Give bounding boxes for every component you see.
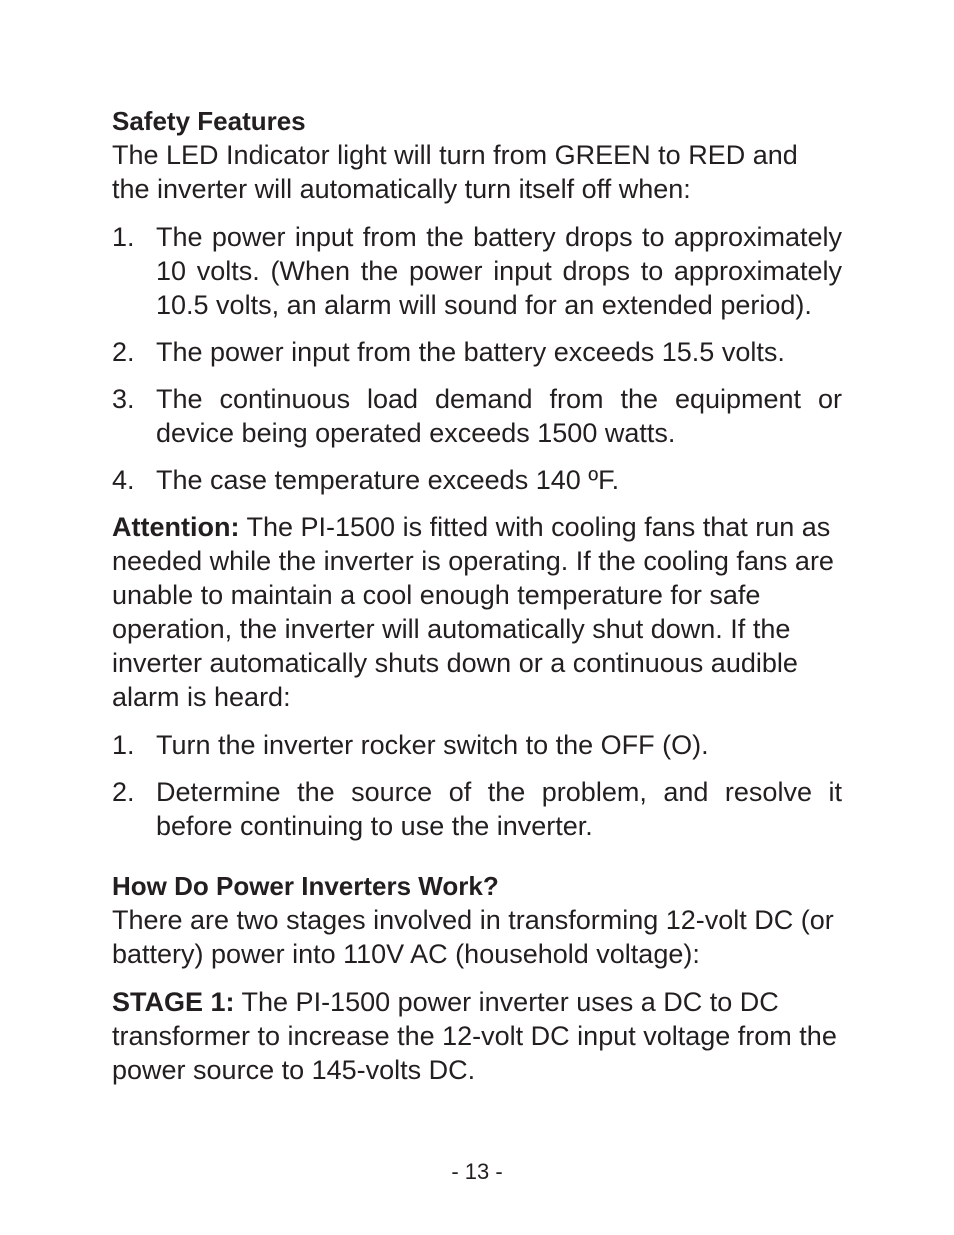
stage-1-label: STAGE 1: — [112, 987, 235, 1017]
manual-page-content — [112, 104, 842, 1101]
list-item-text: The power input from the battery exceeds 15.5 volts. — [156, 337, 785, 367]
list-item-text: The continuous load demand from the equipment or device being operated exceeds 1500 watts. — [156, 384, 842, 448]
list-item — [112, 220, 842, 322]
safety-features-heading: Safety Features — [112, 106, 306, 136]
list-item — [112, 728, 842, 762]
stage-1-paragraph — [112, 985, 842, 1087]
list-item-number: 2. — [112, 777, 135, 807]
list-item-text: Turn the inverter rocker switch to the OFF (O). — [156, 730, 709, 760]
attention-paragraph — [112, 510, 842, 714]
how-inverters-work-heading: How Do Power Inverters Work? — [112, 871, 499, 901]
list-item-number: 3. — [112, 384, 135, 414]
attention-text: The PI-1500 is fitted with cooling fans that run as needed while the inverter is operating. If the cooling fans are unable to maintain a cool enough temperature for safe operation, the inverter will automatically shut down. If the inverter automatically shuts down or a continuous audible alarm is heard: — [112, 512, 834, 712]
how-intro-paragraph: There are two stages involved in transforming 12-volt DC (or battery) power into 110V AC (household voltage): — [112, 905, 834, 969]
attention-steps-list — [112, 728, 842, 843]
list-item-number: 1. — [112, 222, 135, 252]
page-number: - 13 - — [451, 1159, 503, 1184]
list-item-text: The case temperature exceeds 140 ºF. — [156, 465, 620, 495]
list-item-number: 2. — [112, 337, 135, 367]
attention-label: Attention: — [112, 512, 240, 542]
stage-1-text: The PI-1500 power inverter uses a DC to DC transformer to increase the 12-volt DC input voltage from the power source to 145-volts DC. — [112, 987, 837, 1085]
list-item — [112, 382, 842, 450]
list-item — [112, 775, 842, 843]
list-item-text: The power input from the battery drops to approximately 10 volts. (When the power input drops to approximately 10.5 volts, an alarm will sound for an extended period). — [156, 222, 842, 320]
list-item-text: Determine the source of the problem, and resolve it before continuing to use the inverter. — [156, 777, 842, 841]
list-item-number: 1. — [112, 730, 135, 760]
list-item — [112, 463, 842, 497]
safety-shutdown-list — [112, 220, 842, 497]
list-item — [112, 335, 842, 369]
list-item-number: 4. — [112, 465, 135, 495]
safety-intro-paragraph: The LED Indicator light will turn from GREEN to RED and the inverter will automatically turn itself off when: — [112, 140, 798, 204]
